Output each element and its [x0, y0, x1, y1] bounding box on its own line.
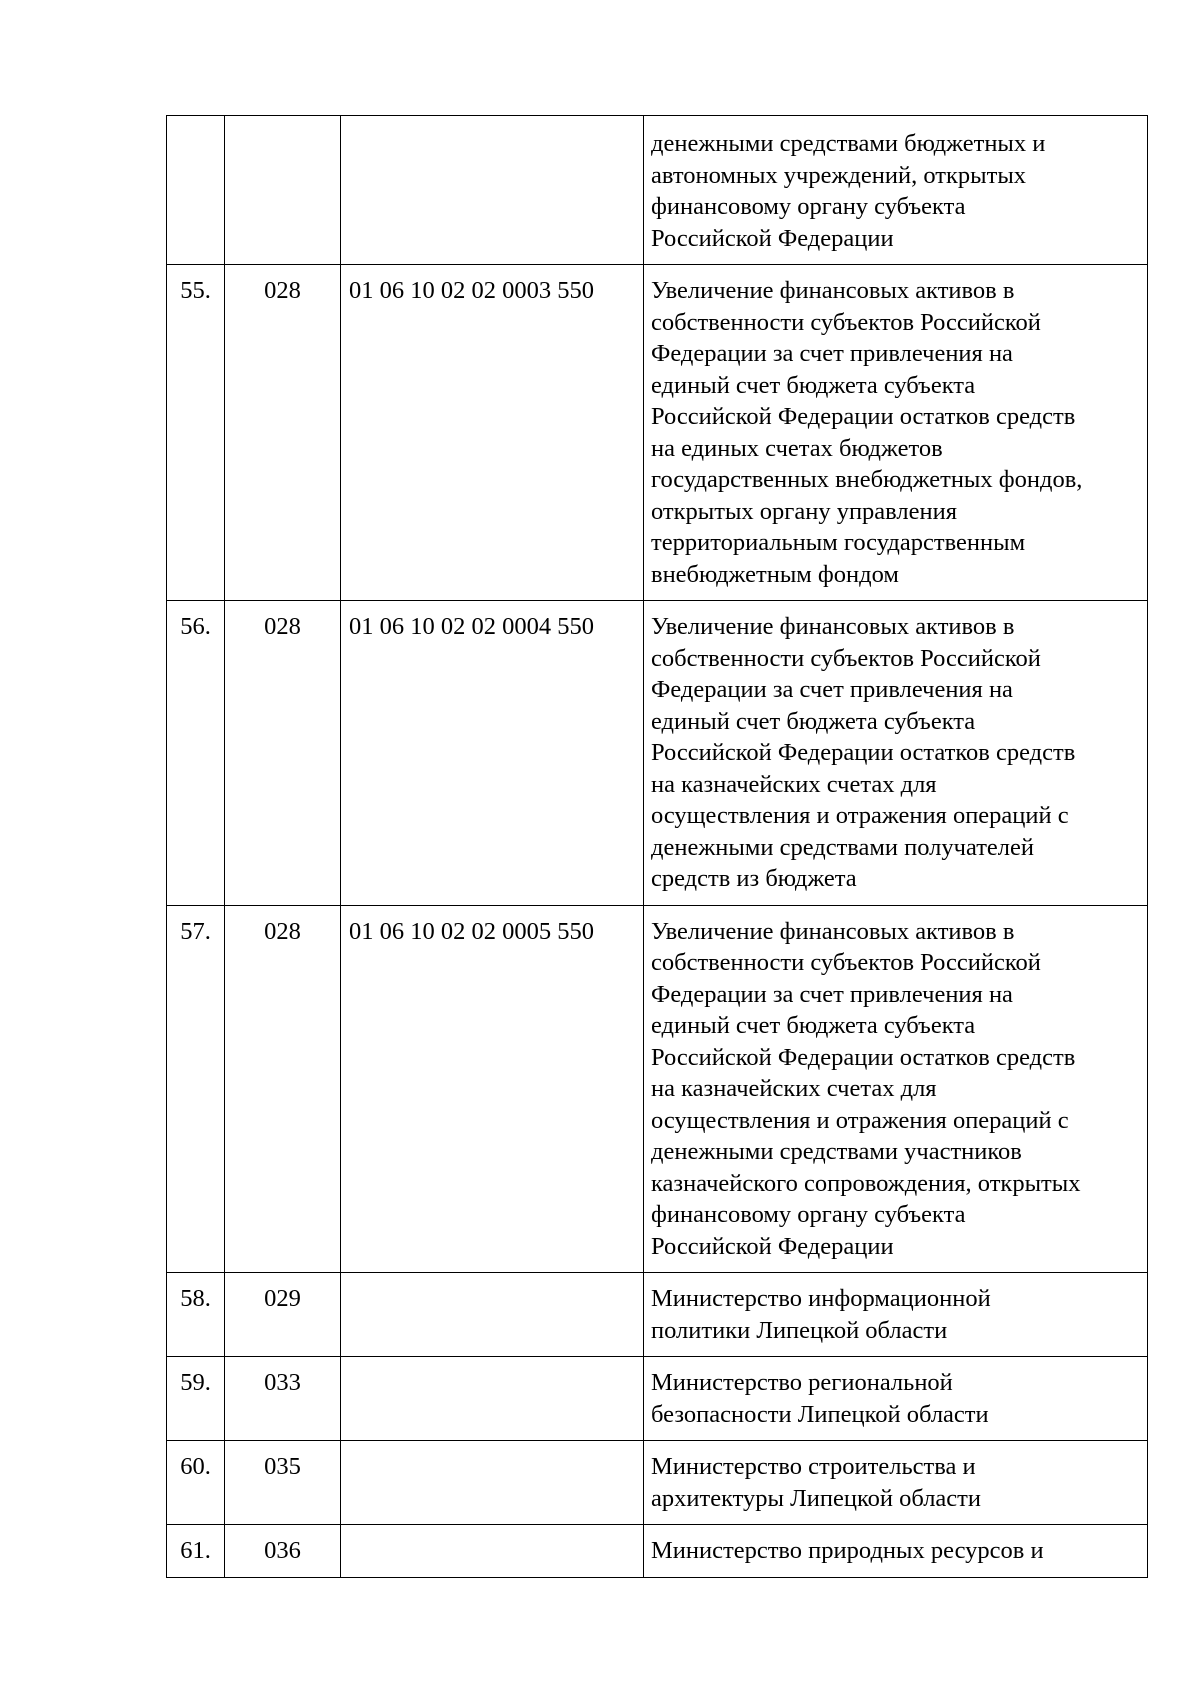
name-cell: Министерство строительства и архитектуры Липецкой области — [644, 1441, 1148, 1525]
table-row — [167, 1525, 1148, 1578]
budget-code-cell — [341, 1525, 644, 1578]
row-number-cell: 57. — [167, 905, 225, 1273]
budget-code-cell — [341, 1441, 644, 1525]
budget-code-cell — [341, 116, 644, 265]
table-row — [167, 116, 1148, 265]
name-cell: Увеличение финансовых активов в собственности субъектов Российской Федерации за счет привлечения на единый счет бюджета субъекта Российской Федерации остатков средств на казначейских счетах для осуществления и отражения операций с денежными средствами участников казначейского сопровождения, открытых финансовому органу субъекта Российской Федерации — [644, 905, 1148, 1273]
name-cell: Министерство информационной политики Липецкой области — [644, 1273, 1148, 1357]
name-cell: Министерство региональной безопасности Липецкой области — [644, 1357, 1148, 1441]
name-cell: денежными средствами бюджетных и автономных учреждений, открытых финансовому органу субъекта Российской Федерации — [644, 116, 1148, 265]
budget-code-cell — [341, 1273, 644, 1357]
admin-code-cell: 028 — [225, 265, 341, 601]
row-number-cell: 61. — [167, 1525, 225, 1578]
row-number-cell: 58. — [167, 1273, 225, 1357]
row-number-cell: 56. — [167, 601, 225, 906]
admin-code-cell: 028 — [225, 601, 341, 906]
table-row — [167, 905, 1148, 1273]
admin-code-cell: 033 — [225, 1357, 341, 1441]
budget-code-cell: 01 06 10 02 02 0004 550 — [341, 601, 644, 906]
row-number-cell: 59. — [167, 1357, 225, 1441]
admin-code-cell: 028 — [225, 905, 341, 1273]
table-row — [167, 1357, 1148, 1441]
budget-code-cell: 01 06 10 02 02 0005 550 — [341, 905, 644, 1273]
row-number-cell — [167, 116, 225, 265]
admin-code-cell — [225, 116, 341, 265]
budget-code-cell: 01 06 10 02 02 0003 550 — [341, 265, 644, 601]
budget-code-cell — [341, 1357, 644, 1441]
name-cell: Министерство природных ресурсов и — [644, 1525, 1148, 1578]
name-cell: Увеличение финансовых активов в собственности субъектов Российской Федерации за счет привлечения на единый счет бюджета субъекта Российской Федерации остатков средств на единых счетах бюджетов государственных внебюджетных фондов, открытых органу управления территориальным государственным внебюджетным фондом — [644, 265, 1148, 601]
admin-code-cell: 035 — [225, 1441, 341, 1525]
table-row — [167, 265, 1148, 601]
row-number-cell: 55. — [167, 265, 225, 601]
table-row — [167, 1273, 1148, 1357]
table-row — [167, 601, 1148, 906]
admin-code-cell: 029 — [225, 1273, 341, 1357]
budget-codes-table — [166, 115, 1148, 1578]
name-cell: Увеличение финансовых активов в собственности субъектов Российской Федерации за счет привлечения на единый счет бюджета субъекта Российской Федерации остатков средств на казначейских счетах для осуществления и отражения операций с денежными средствами получателей средств из бюджета — [644, 601, 1148, 906]
admin-code-cell: 036 — [225, 1525, 341, 1578]
table-row — [167, 1441, 1148, 1525]
row-number-cell: 60. — [167, 1441, 225, 1525]
